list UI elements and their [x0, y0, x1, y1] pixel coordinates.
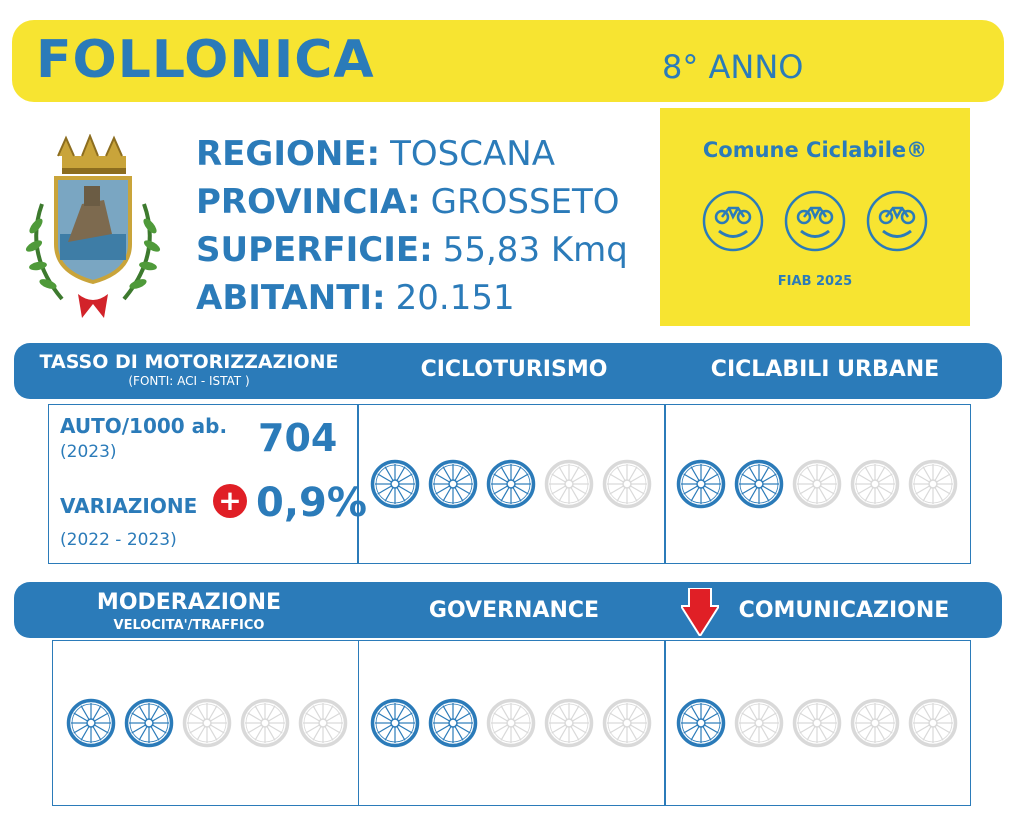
- info-value: 20.151: [395, 278, 515, 318]
- variation-value: 0,9%: [256, 480, 367, 526]
- info-regione: [196, 134, 555, 174]
- cicloturismo-title: CICLOTURISMO: [420, 357, 608, 382]
- moderazione-subtitle: VELOCITA'/TRAFFICO: [113, 618, 265, 633]
- down-arrow-icon: [681, 588, 719, 636]
- ciclabili-urbane-title: CICLABILI URBANE: [710, 357, 940, 382]
- wheel-icon-empty: [486, 698, 536, 748]
- auto-year: (2023): [60, 442, 117, 462]
- wheel-icon-filled: [370, 459, 420, 509]
- wheel-icon-filled: [428, 459, 478, 509]
- coat-of-arms-icon: [22, 134, 164, 322]
- wheel-icon-empty: [734, 698, 784, 748]
- badge-title: Comune Ciclabile®: [702, 138, 928, 162]
- info-label: ABITANTI:: [196, 278, 386, 318]
- wheel-icon-empty: [908, 698, 958, 748]
- badge-footer: FIAB 2025: [777, 274, 853, 289]
- info-superficie: [196, 230, 628, 270]
- city-name: FOLLONICA: [36, 30, 375, 90]
- section-header-2: [14, 582, 1002, 638]
- bike-smiley-icon: [702, 190, 764, 252]
- variation-years: (2022 - 2023): [60, 530, 177, 550]
- comune-ciclabile-badge: [660, 108, 970, 326]
- bike-smiley-icon: [784, 190, 846, 252]
- wheel-icon-filled: [734, 459, 784, 509]
- variation-label: VARIAZIONE: [60, 494, 198, 518]
- section-header-1: [14, 343, 1002, 399]
- wheel-icon-empty: [544, 459, 594, 509]
- wheel-icon-empty: [792, 459, 842, 509]
- wheel-icon-filled: [676, 698, 726, 748]
- wheel-icon-filled: [486, 459, 536, 509]
- info-label: PROVINCIA:: [196, 182, 421, 222]
- info-provincia: [196, 182, 620, 222]
- comunicazione-title: COMUNICAZIONE: [738, 598, 950, 623]
- info-label: SUPERFICIE:: [196, 230, 433, 270]
- wheel-icon-empty: [602, 698, 652, 748]
- info-value: GROSSETO: [430, 182, 620, 222]
- wheel-icon-empty: [908, 459, 958, 509]
- wheel-icon-empty: [602, 459, 652, 509]
- wheel-icon-empty: [182, 698, 232, 748]
- wheel-icon-filled: [124, 698, 174, 748]
- motorization-sources: (FONTI: ACI - ISTAT ): [128, 374, 250, 388]
- info-value: TOSCANA: [390, 134, 555, 174]
- wheel-icon-empty: [298, 698, 348, 748]
- wheel-icon-filled: [428, 698, 478, 748]
- moderazione-title: MODERAZIONE: [96, 590, 282, 615]
- bike-smiley-icon: [866, 190, 928, 252]
- year-label: 8° ANNO: [662, 48, 804, 86]
- wheel-icon-empty: [850, 698, 900, 748]
- auto-value: 704: [258, 416, 338, 460]
- info-value: 55,83 Kmq: [442, 230, 628, 270]
- wheel-icon-empty: [792, 698, 842, 748]
- wheel-icon-empty: [850, 459, 900, 509]
- wheel-icon-empty: [544, 698, 594, 748]
- wheel-icon-filled: [66, 698, 116, 748]
- auto-label: AUTO/1000 ab.: [60, 414, 228, 438]
- wheel-icon-filled: [676, 459, 726, 509]
- info-abitanti: [196, 278, 515, 318]
- info-label: REGIONE:: [196, 134, 381, 174]
- governance-title: GOVERNANCE: [428, 598, 600, 623]
- motorization-title: TASSO DI MOTORIZZAZIONE: [39, 351, 339, 373]
- wheel-icon-empty: [240, 698, 290, 748]
- plus-icon: +: [213, 484, 247, 518]
- wheel-icon-filled: [370, 698, 420, 748]
